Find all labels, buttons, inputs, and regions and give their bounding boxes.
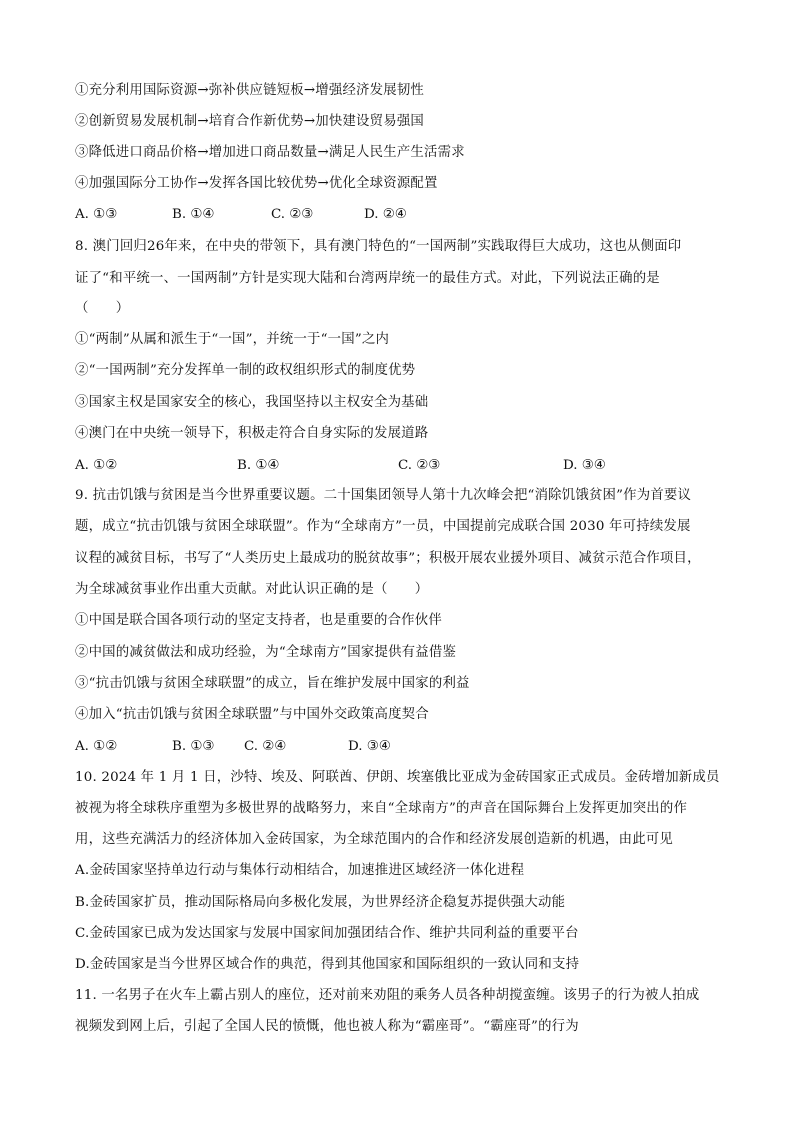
q9-option-3: ③“抗击饥饿与贫困全球联盟”的成立，旨在维护发展中国家的利益: [75, 676, 470, 691]
q8-option-4: ④澳门在中央统一领导下，积极走符合自身实际的发展道路: [75, 426, 429, 441]
q9-option-2: ②中国的减贫做法和成功经验，为“全球南方”国家提供有益借鉴: [75, 645, 457, 660]
q10-stem-line-3: 用，这些充满活力的经济体加入金砖国家，为全球范围内的合作和经济发展创造新的机遇，由此可见: [75, 832, 673, 847]
q9-choice-b: B. ①③: [172, 739, 215, 754]
q10-option-c: C.金砖国家已成为发达国家与发展中国家间加强团结合作、维护共同利益的重要平台: [75, 926, 579, 941]
q8-option-2: ②“一国两制”充分发挥单一制的政权组织形式的制度优势: [75, 363, 416, 378]
q9-choice-c: C. ②④: [244, 739, 287, 754]
q9-option-1: ①中国是联合国各项行动的坚定支持者，也是重要的合作伙伴: [75, 613, 442, 628]
q7-option-4: ④加强国际分工协作→发挥各国比较优势→优化全球资源配置: [75, 176, 438, 191]
q8-option-1: ①“两制”从属和派生于“一国”，并统一于“一国”之内: [75, 332, 390, 347]
q8-stem-line-1: 8. 澳门回归26年来，在中央的带领下，具有澳门特色的“一国两制”实践取得巨大成功，这也从侧面印: [75, 239, 682, 254]
q8-choice-c: C. ②③: [398, 458, 441, 473]
q9-stem-line-3: 议程的减贫目标，书写了“人类历史上最成功的脱贫故事”；积极开展农业援外项目、减贫示范合作项目，: [75, 551, 701, 566]
q11-stem-line-1: 11. 一名男子在火车上霸占别人的座位，还对前来劝阻的乘务人员各种胡搅蛮缠。该男子的行为被人拍成: [75, 988, 700, 1003]
q8-answer-bracket: （ ）: [75, 301, 130, 316]
q9-stem-line-4: 为全球减贫事业作出重大贡献。对此认识正确的是（ ）: [75, 582, 429, 597]
q7-option-2: ②创新贸易发展机制→培育合作新优势→加快建设贸易强国: [75, 114, 425, 129]
q9-choice-a: A. ①②: [75, 739, 118, 754]
q9-stem-line-1: 9. 抗击饥饿与贫困是当今世界重要议题。二十国集团领导人第十九次峰会把“消除饥饿贫困”作为首要议: [75, 488, 692, 503]
q10-option-d: D.金砖国家是当今世界区域合作的典范，得到其他国家和国际组织的一致认同和支持: [75, 957, 580, 972]
q10-option-a: A.金砖国家坚持单边行动与集体行动相结合，加速推进区域经济一体化进程: [75, 863, 525, 878]
q7-option-1: ①充分利用国际资源→弥补供应链短板→增强经济发展韧性: [75, 83, 425, 98]
q8-choice-b: B. ①④: [237, 458, 280, 473]
q7-choice-c: C. ②③: [271, 207, 314, 222]
q11-stem-line-2: 视频发到网上后，引起了全国人民的愤慨，他也被人称为“霸座哥”。“霸座哥”的行为: [75, 1019, 579, 1034]
q10-stem-line-1: 10. 2024 年 1 月 1 日，沙特、埃及、阿联酋、伊朗、埃塞俄比亚成为金砖国家正式成员。金砖增加新成员: [75, 770, 720, 785]
q7-choice-a: A. ①③: [75, 207, 118, 222]
q7-choice-d: D. ②④: [364, 207, 407, 222]
q7-choice-b: B. ①④: [172, 207, 215, 222]
q8-option-3: ③国家主权是国家安全的核心，我国坚持以主权安全为基础: [75, 395, 429, 410]
q8-choice-d: D. ③④: [563, 458, 606, 473]
q9-stem-line-2: 题，成立“抗击饥饿与贫困全球联盟”。作为“全球南方”一员，中国提前完成联合国 2030 年可持续发展: [75, 519, 691, 534]
q10-stem-line-2: 被视为将全球秩序重塑为多极世界的战略努力，来自“全球南方”的声音在国际舞台上发挥更加突出的作: [75, 801, 688, 816]
q9-choice-d: D. ③④: [348, 739, 391, 754]
q8-stem-line-2: 证了“和平统一、一国两制”方针是实现大陆和台湾两岸统一的最佳方式。对此，下列说法正确的是: [75, 271, 660, 286]
q8-choice-a: A. ①②: [75, 458, 118, 473]
q10-option-b: B.金砖国家扩员，推动国际格局向多极化发展，为世界经济企稳复苏提供强大动能: [75, 895, 566, 910]
q9-option-4: ④加入“抗击饥饿与贫困全球联盟”与中国外交政策高度契合: [75, 707, 429, 722]
q7-option-3: ③降低进口商品价格→增加进口商品数量→满足人民生产生活需求: [75, 145, 465, 160]
